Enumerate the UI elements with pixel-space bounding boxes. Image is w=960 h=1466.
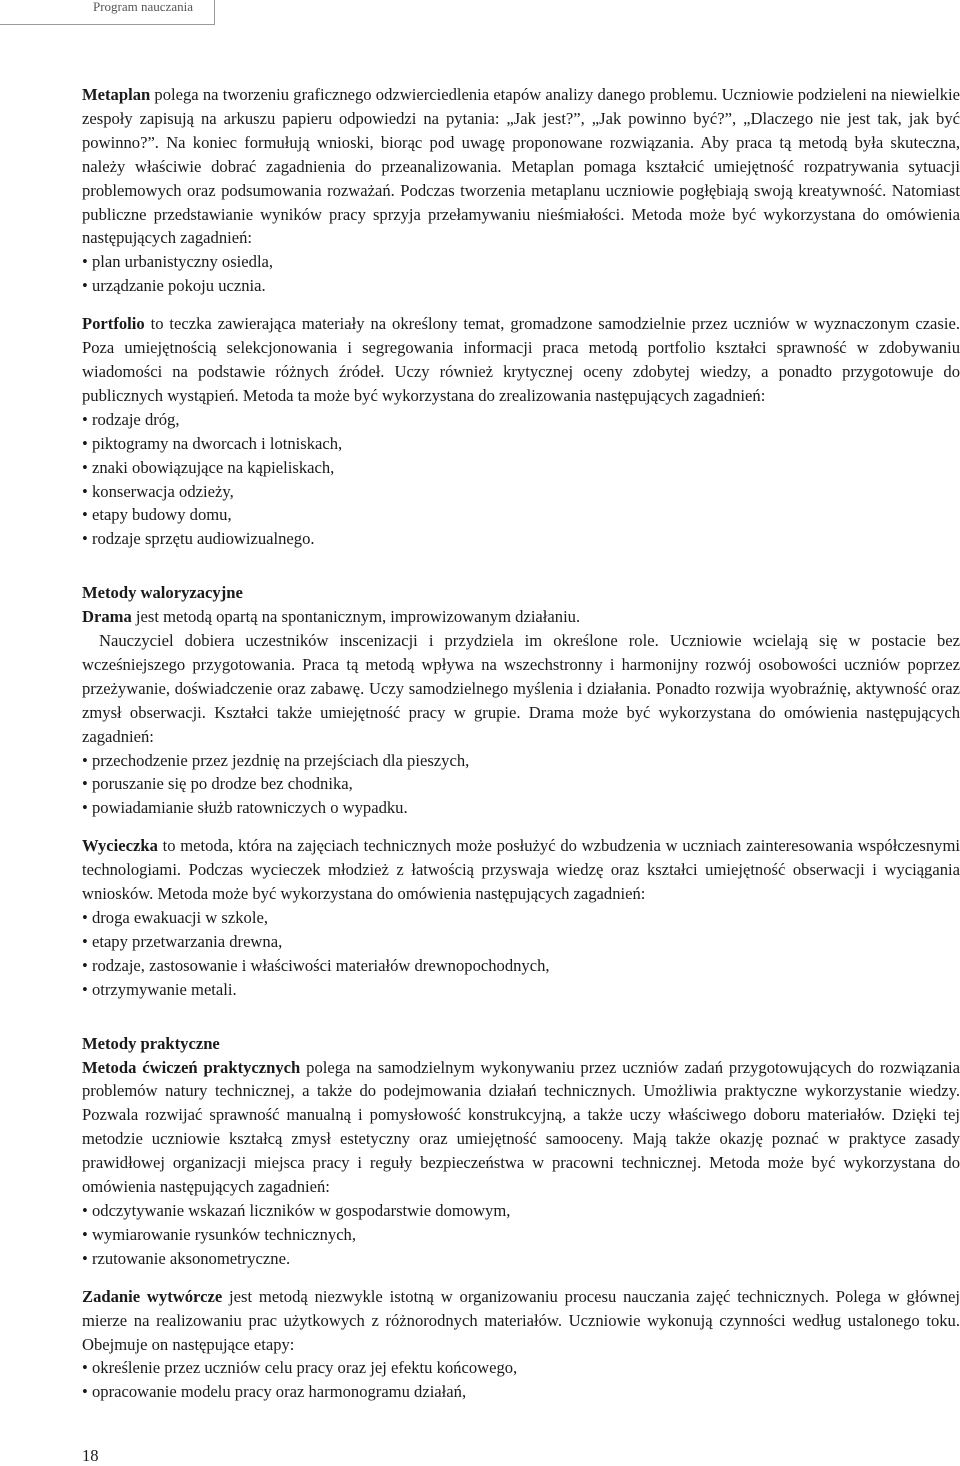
list-item: • rzutowanie aksonometryczne. xyxy=(82,1247,960,1271)
paragraph-metaplan xyxy=(82,83,960,250)
zadanie-text: jest metodą niezwykle istotną w organizowaniu procesu nauczania zajęć technicznych. Polega w głównej mierze na realizowaniu prac użytkowych z różnorodnych materiałów. Uczniowie wykonują czynności według ustalonego toku. Obejmuje on następujące etapy: xyxy=(82,1286,960,1354)
list-item: • odczytywanie wskazań liczników w gospodarstwie domowym, xyxy=(82,1199,960,1223)
list-item: • przechodzenie przez jezdnię na przejściach dla pieszych, xyxy=(82,749,960,773)
paragraph-cwiczenia xyxy=(82,1056,960,1199)
section-heading-waloryzacyjne: Metody waloryzacyjne xyxy=(82,583,243,603)
portfolio-list xyxy=(82,408,960,551)
metaplan-text: polega na tworzeniu graficznego odzwierciedlenia etapów analizy danego problemu. Uczniowie podzieleni na niewielkie zespoły zapisują na arkuszu papieru odpowiedzi na pytania: „Jak jest?”, „Jak powinno być?”, „Dlaczego nie jest tak, jak być powinno?”. Na koniec formułują wnioski, biorąc pod uwagę proponowane rozwiązania. Aby praca tą metodą była skuteczna, należy właściwie dobrać zagadnienia do przeanalizowania. Metaplan pomaga kształcić umiejętność rozpatrywania sytuacji problemowych oraz podsumowania rozważań. Podczas tworzenia metaplanu uczniowie pogłębiają swoją kreatywność. Natomiast publiczne przedstawianie wyników pracy sprzyja przełamywaniu nieśmiałości. Metoda może być wykorzystana do omówienia następujących zagadnień: xyxy=(82,85,960,248)
paragraph-drama-continued: Nauczyciel dobiera uczestników inscenizacji i przydziela im określone role. Uczniowie wcielają się w postacie bez wcześniejszego przygotowania. Praca tą metodą wpływa na wszechstronny i harmonijny rozwój osobowości uczniów poprzez przeżywanie, doświadczenie oraz zabawę. Uczy samodzielnego myślenia i działania. Ponadto rozwija wyobraźnię, aktywność oraz zmysł obserwacji. Kształci także umiejętność pracy w grupie. Drama może być wykorzystana do omówienia następujących zagadnień: xyxy=(82,631,960,746)
running-header: Program nauczania xyxy=(93,0,193,14)
list-item: • rodzaje, zastosowanie i właściwości materiałów drewnopochodnych, xyxy=(82,954,960,978)
term-drama: Drama xyxy=(82,607,132,627)
page-body xyxy=(82,83,960,1404)
term-portfolio: Portfolio xyxy=(82,314,145,334)
list-item: • znaki obowiązujące na kąpieliskach, xyxy=(82,456,960,480)
list-item: • otrzymywanie metali. xyxy=(82,978,960,1002)
drama-text: jest metodą opartą na spontanicznym, improwizowanym działaniu. xyxy=(131,607,581,627)
list-item: • rodzaje dróg, xyxy=(82,408,960,432)
zadanie-list xyxy=(82,1356,960,1404)
list-item: • piktogramy na dworcach i lotniskach, xyxy=(82,432,960,456)
list-item: • etapy budowy domu, xyxy=(82,503,960,527)
list-item: • powiadamianie służb ratowniczych o wypadku. xyxy=(82,796,960,820)
list-item: • droga ewakuacji w szkole, xyxy=(82,906,960,930)
list-item: • rodzaje sprzętu audiowizualnego. xyxy=(82,527,960,551)
list-item: • wymiarowanie rysunków technicznych, xyxy=(82,1223,960,1247)
drama-list xyxy=(82,749,960,821)
cwiczenia-list xyxy=(82,1199,960,1271)
list-item: • określenie przez uczniów celu pracy oraz jej efektu końcowego, xyxy=(82,1356,960,1380)
metaplan-list xyxy=(82,250,960,298)
list-item: • urządzanie pokoju ucznia. xyxy=(82,274,960,298)
portfolio-text: to teczka zawierająca materiały na określony temat, gromadzone samodzielnie przez uczniów w wyznaczonym czasie. Poza umiejętnością selekcjonowania i segregowania informacji praca metodą portfolio kształci sprawność w zdobywaniu wiadomości na podstawie różnych źródeł. Uczy również krytycznej oceny zdobytej wiedzy, a ponadto przygotowuje do publicznych wystąpień. Metoda ta może być wykorzystana do zrealizowania następujących zagadnień: xyxy=(82,314,960,405)
term-cwiczenia: Metoda ćwiczeń praktycznych xyxy=(82,1057,301,1077)
page-number: 18 xyxy=(82,1446,99,1465)
paragraph-zadanie xyxy=(82,1285,960,1357)
term-zadanie: Zadanie wytwórcze xyxy=(82,1286,223,1306)
wycieczka-list xyxy=(82,906,960,1002)
list-item: • plan urbanistyczny osiedla, xyxy=(82,250,960,274)
section-heading-praktyczne: Metody praktyczne xyxy=(82,1033,220,1053)
list-item: • etapy przetwarzania drewna, xyxy=(82,930,960,954)
wycieczka-text: to metoda, która na zajęciach technicznych może posłużyć do wzbudzenia w uczniach zainteresowania współczesnymi technologiami. Podczas wycieczek młodzież z łatwością przyswaja wiedzę oraz kształci umiejętność obserwacji i wyciągania wniosków. Metoda może być wykorzystana do omówienia następujących zagadnień: xyxy=(82,836,960,904)
list-item: • konserwacja odzieży, xyxy=(82,480,960,504)
term-wycieczka: Wycieczka xyxy=(82,836,158,856)
paragraph-portfolio xyxy=(82,312,960,408)
paragraph-drama xyxy=(82,605,960,629)
term-metaplan: Metaplan xyxy=(82,85,151,104)
list-item: • poruszanie się po drodze bez chodnika, xyxy=(82,772,960,796)
list-item: • opracowanie modelu pracy oraz harmonogramu działań, xyxy=(82,1380,960,1404)
paragraph-wycieczka xyxy=(82,834,960,906)
cwiczenia-text: polega na samodzielnym wykonywaniu przez uczniów zadań przygotowujących do rozwiązania problemów natury technicznej, a także do podejmowania działań technicznych. Umożliwia praktyczne wykorzystanie wiedzy. Pozwala rozwijać sprawność manualną i pomysłowość konstrukcyjną, a także uczy właściwego doboru materiałów. Dzięki tej metodzie uczniowie kształcą zmysł estetyczny oraz umiejętność samooceny. Mają także okazję poznać w praktyce zasady prawidłowej organizacji miejsca pracy i reguły bezpieczeństwa w pracowni technicznej. Metoda może być wykorzystana do omówienia następujących zagadnień: xyxy=(82,1057,960,1197)
